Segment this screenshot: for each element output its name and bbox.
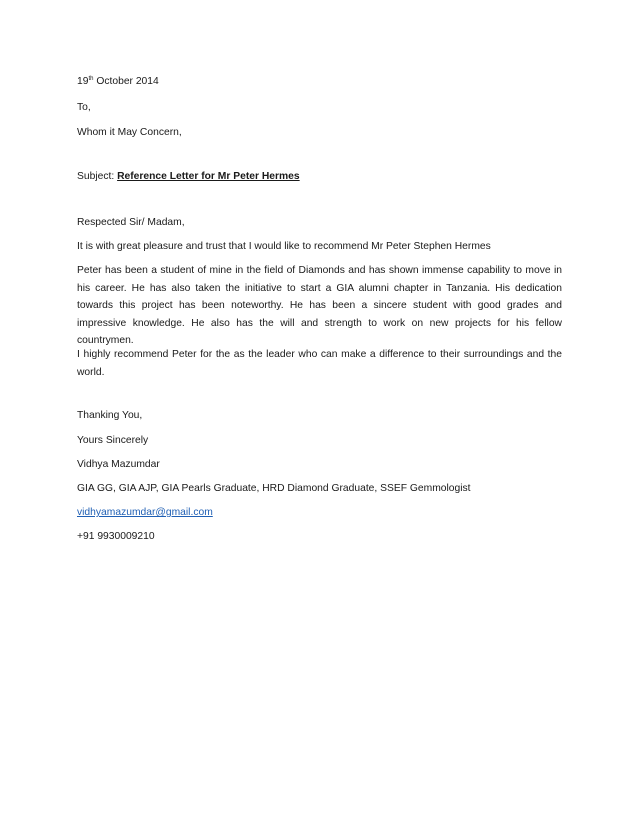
signer-name: Vidhya Mazumdar: [77, 459, 160, 470]
date-suffix: th: [88, 76, 94, 82]
letter-date: [77, 75, 159, 89]
recommendation-paragraph: I highly recommend Peter for the as the leader who can make a difference to their surroundings and the world.: [77, 349, 562, 378]
signer-credentials: GIA GG, GIA AJP, GIA Pearls Graduate, HRD Diamond Graduate, SSEF Gemmologist: [77, 483, 471, 494]
closing-thanks: Thanking You,: [77, 410, 143, 421]
signer-phone: +91 9930009210: [77, 531, 155, 542]
subject-title: Reference Letter for Mr Peter Hermes: [117, 171, 300, 182]
intro-paragraph: It is with great pleasure and trust that I would like to recommend Mr Peter Stephen Hermes: [77, 241, 491, 252]
date-day: 19: [77, 76, 89, 87]
salutation: Respected Sir/ Madam,: [77, 217, 185, 228]
date-rest: October 2014: [93, 76, 159, 87]
signer-email-link[interactable]: vidhyamazumdar@gmail.com: [77, 507, 213, 518]
closing-sincerely: Yours Sincerely: [77, 435, 149, 446]
subject-line: [77, 170, 300, 184]
body-paragraph: Peter has been a student of mine in the field of Diamonds and has shown immense capability to move in his career. He has also taken the initiative to start a GIA alumni chapter in Tanzania. His dedication towards this project has been noteworthy. He has been a sincere student with good grades and impressive knowledge. He also has the will and strength to work on new projects for his fellow countrymen.: [77, 265, 562, 346]
recipient-line: Whom it May Concern,: [77, 127, 182, 138]
subject-label: Subject:: [77, 171, 118, 182]
to-line: To,: [77, 102, 91, 113]
